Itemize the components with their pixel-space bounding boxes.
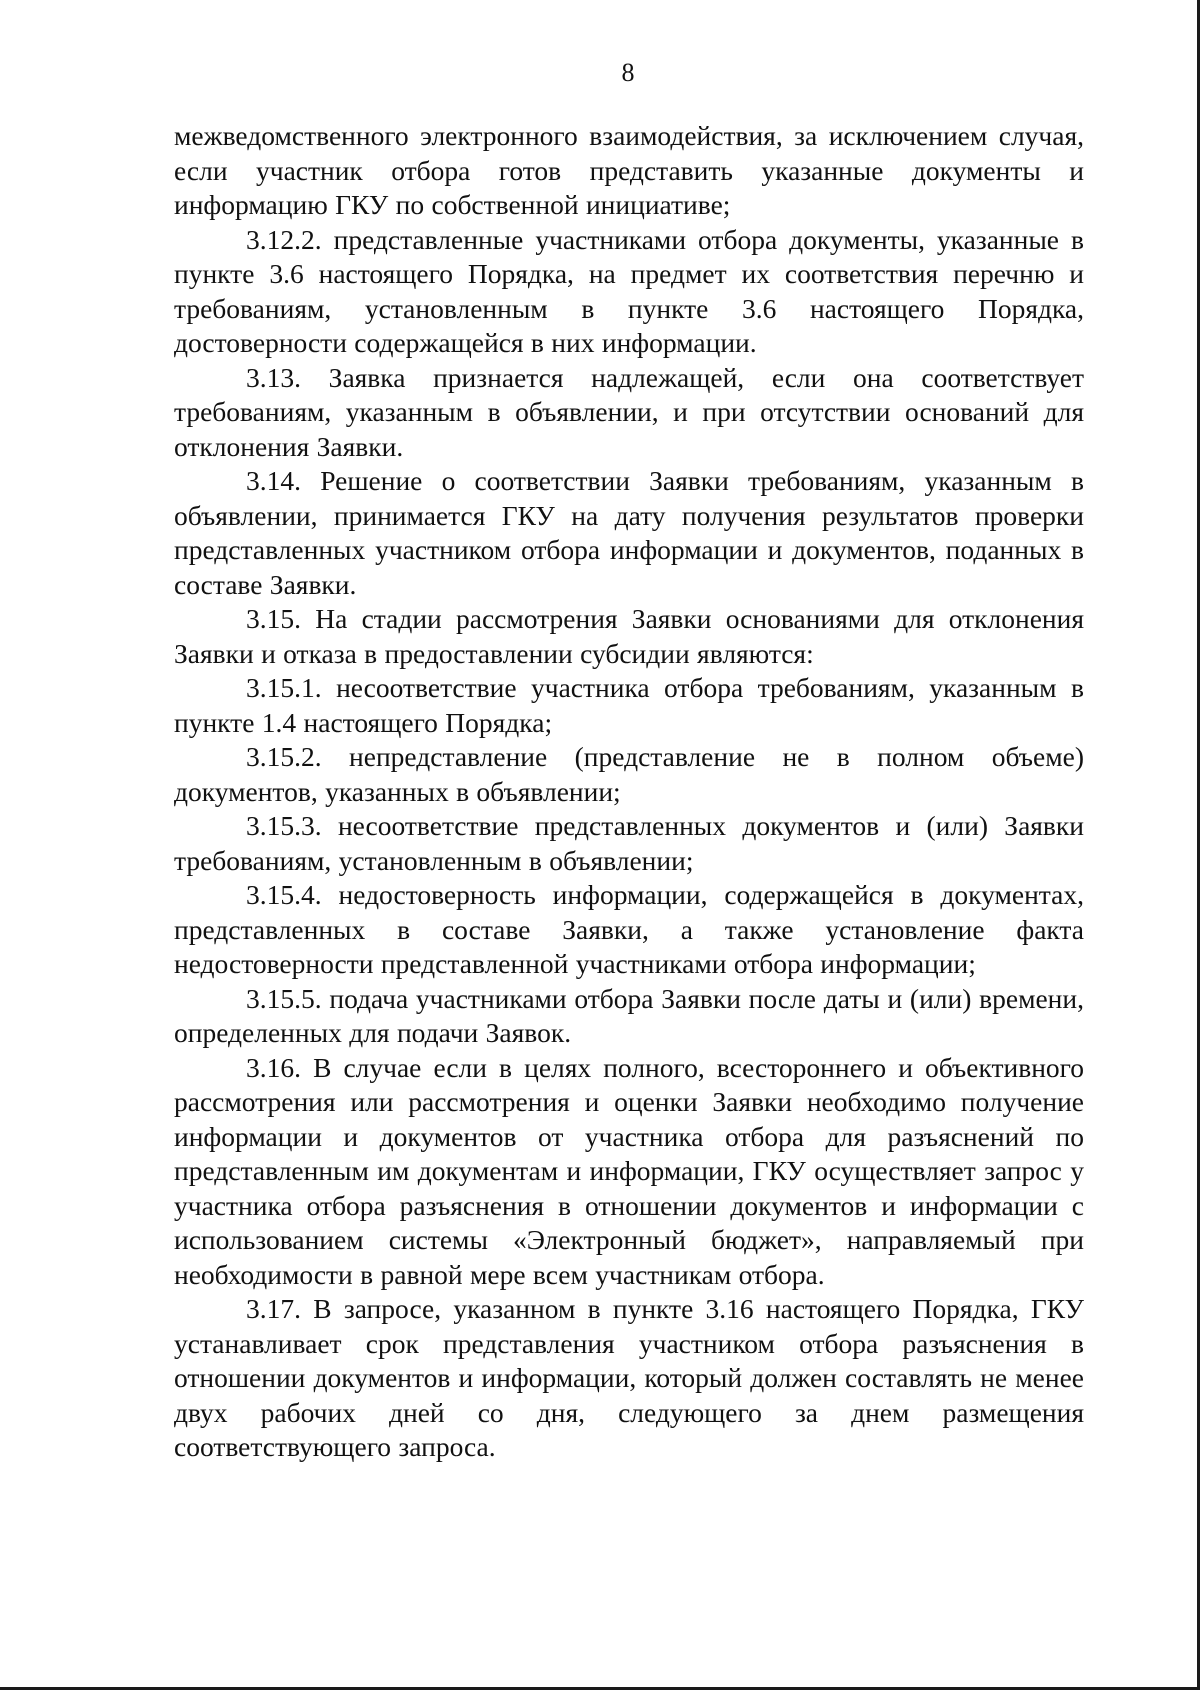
paragraph-3-15-2: 3.15.2. непредставление (представление не в полном объеме) документов, указанных в объявлении; bbox=[174, 741, 1084, 807]
document-body bbox=[174, 119, 1084, 1465]
paragraph-3-13: 3.13. Заявка признается надлежащей, если она соответствует требованиям, указанным в объявлении, и при отсутствии оснований для отклонения Заявки. bbox=[174, 361, 1084, 462]
paragraph-3-16: 3.16. В случае если в целях полного, всестороннего и объективного рассмотрения или рассмотрения и оценки Заявки необходимо получение информации и документов от участника отбора для разъяснений по представленным им документам и информации, ГКУ осуществляет запрос у участника отбора разъяснения в отношении документов и информации с использованием системы «Электронный бюджет», направляемый при необходимости в равной мере всем участникам отбора. bbox=[174, 1051, 1084, 1290]
paragraph-continuation: межведомственного электронного взаимодействия, за исключением случая, если участник отбора готов представить указанные документы и информацию ГКУ по собственной инициативе; bbox=[174, 120, 1084, 220]
paragraph-3-15-3: 3.15.3. несоответствие представленных документов и (или) Заявки требованиям, установленным в объявлении; bbox=[174, 810, 1084, 876]
page-number: 8 bbox=[621, 58, 635, 87]
paragraph-3-15: 3.15. На стадии рассмотрения Заявки основаниями для отклонения Заявки и отказа в предоставлении субсидии являются: bbox=[174, 603, 1084, 669]
paragraph-3-15-1: 3.15.1. несоответствие участника отбора требованиям, указанным в пункте 1.4 настоящего Порядка; bbox=[174, 672, 1084, 738]
paragraph-3-12-2: 3.12.2. представленные участниками отбора документы, указанные в пункте 3.6 настоящего Порядка, на предмет их соответствия перечню и требованиям, установленным в пункте 3.6 настоящего Порядка, достоверности содержащейся в них информации. bbox=[174, 223, 1084, 358]
paragraph-3-15-4: 3.15.4. недостоверность информации, содержащейся в документах, представленных в составе Заявки, а также установление факта недостоверности представленной участниками отбора информации; bbox=[174, 879, 1084, 979]
paragraph-3-14: 3.14. Решение о соответствии Заявки требованиям, указанным в объявлении, принимается ГКУ на дату получения результатов проверки представленных участником отбора информации и документов, поданных в составе Заявки. bbox=[174, 465, 1084, 600]
paragraph-3-15-5: 3.15.5. подача участниками отбора Заявки после даты и (или) времени, определенных для подачи Заявок. bbox=[174, 982, 1084, 1048]
paragraph-3-17: 3.17. В запросе, указанном в пункте 3.16 настоящего Порядка, ГКУ устанавливает срок представления участником отбора разъяснения в отношении документов и информации, который должен составлять не менее двух рабочих дней со дня, следующего за днем размещения соответствующего запроса. bbox=[174, 1293, 1084, 1462]
